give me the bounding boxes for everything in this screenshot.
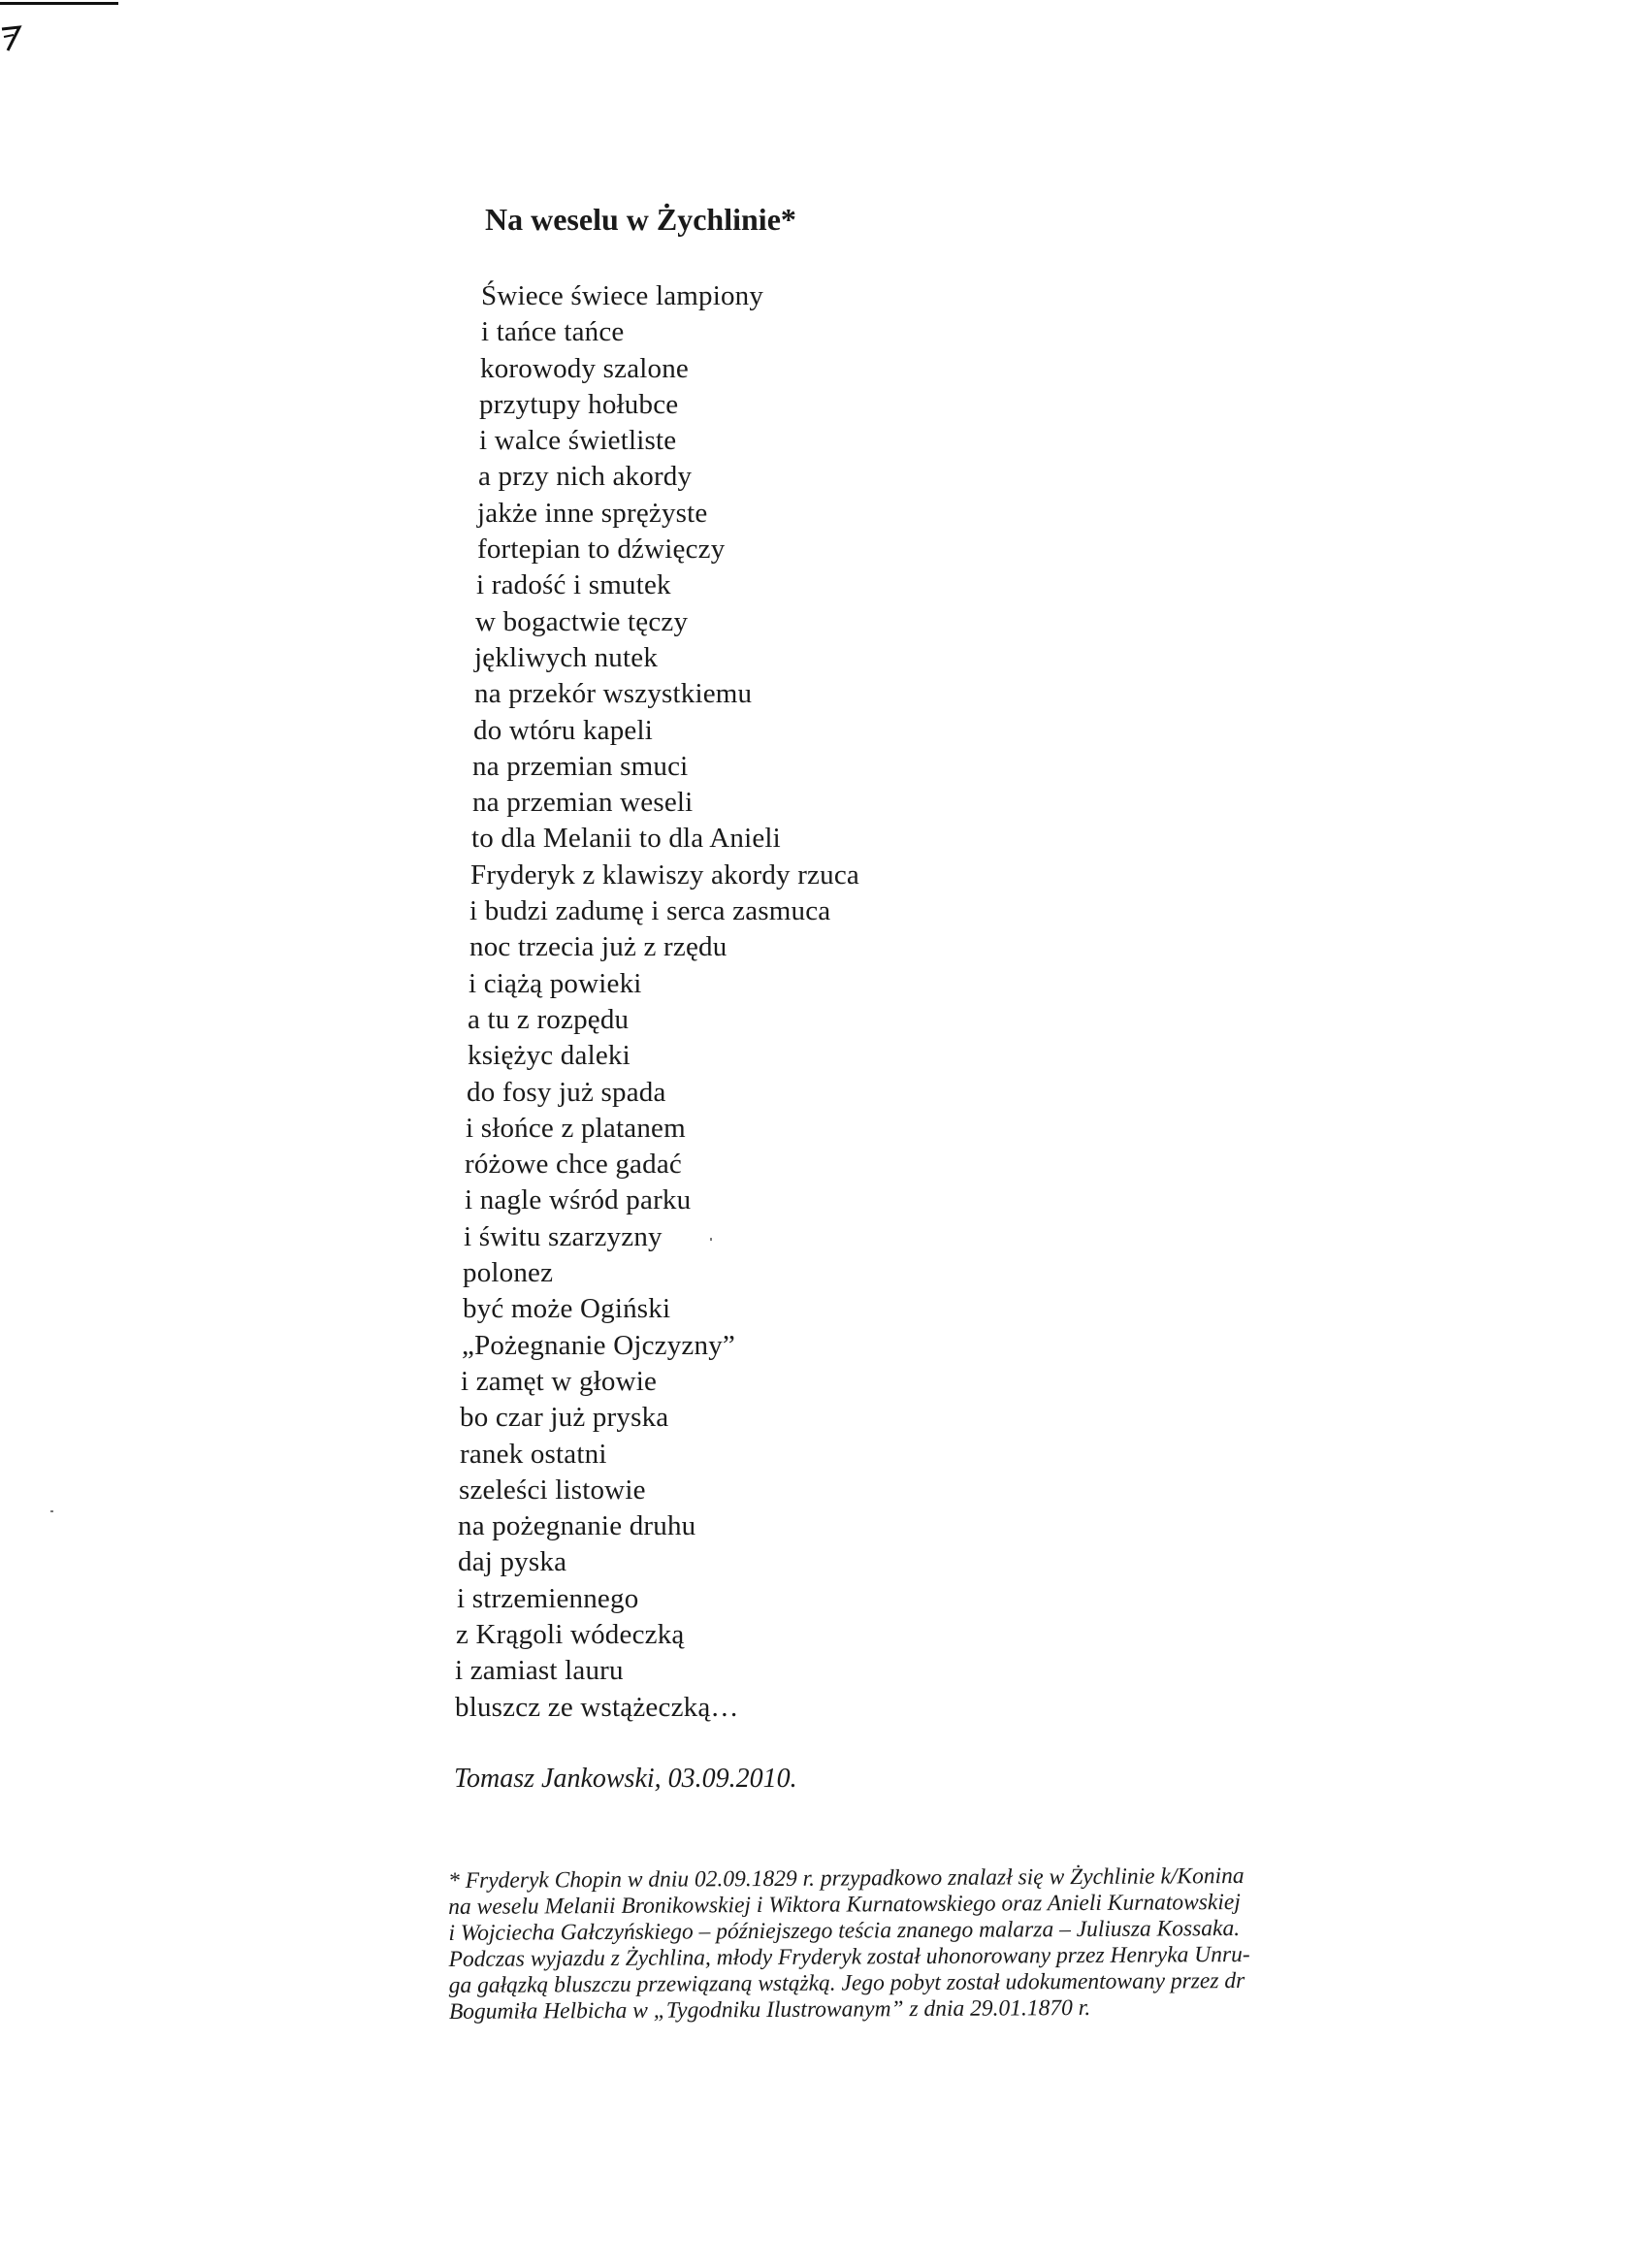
scan-edge-mark bbox=[0, 2, 118, 5]
poem-line: do fosy już spada bbox=[467, 1076, 666, 1108]
poem-line: być może Ogiński bbox=[463, 1293, 671, 1325]
author-signature: Tomasz Jankowski, 03.09.2010. bbox=[454, 1764, 797, 1794]
poem-line: i zamęt w głowie bbox=[461, 1365, 658, 1397]
footnote-line: Bogumiła Helbicha w „Tygodniku Ilustrowanym” z dnia 29.01.1870 r. bbox=[448, 1994, 1091, 2025]
poem-line: jękliwych nutek bbox=[474, 641, 659, 673]
poem-line: Świece świece lampiony bbox=[481, 280, 764, 311]
poem-line: a przy nich akordy bbox=[478, 461, 693, 493]
footnote-line: * Fryderyk Chopin w dniu 02.09.1829 r. przypadkowo znalazł się w Żychlinie k/Konina bbox=[448, 1863, 1245, 1894]
poem-line: na przekór wszystkiemu bbox=[474, 678, 753, 710]
poem-line: do wtóru kapeli bbox=[473, 714, 654, 746]
poem-title: Na weselu w Żychlinie* bbox=[485, 202, 796, 237]
poem-line: i walce świetliste bbox=[479, 425, 677, 457]
poem-line: i nagle wśród parku bbox=[465, 1184, 692, 1216]
poem-line: przytupy hołubce bbox=[479, 388, 679, 420]
poem-line: i budzi zadumę i serca zasmuca bbox=[469, 895, 831, 927]
poem-line: i zamiast lauru bbox=[455, 1655, 624, 1687]
poem-line: na przemian smuci bbox=[472, 750, 689, 782]
poem-line: daj pyska bbox=[458, 1546, 567, 1578]
poem-line: na pożegnanie druhu bbox=[458, 1510, 696, 1542]
poem-line: z Krągoli wódeczką bbox=[456, 1618, 685, 1650]
poem-line: i świtu szarzyzny bbox=[464, 1220, 663, 1252]
poem-line: i tańce tańce bbox=[481, 316, 625, 348]
poem-body bbox=[454, 278, 859, 1726]
poem-line: i ciążą powieki bbox=[469, 967, 642, 999]
poem-line: ranek ostatni bbox=[460, 1438, 607, 1470]
poem-line: fortepian to dźwięczy bbox=[477, 534, 726, 566]
poem-line: i strzemiennego bbox=[457, 1582, 639, 1614]
poem-line: to dla Melanii to dla Anieli bbox=[471, 823, 781, 855]
poem-line: korowody szalone bbox=[480, 352, 690, 384]
poem-line: polonez bbox=[463, 1257, 554, 1289]
poem-line: i radość i smutek bbox=[476, 569, 671, 601]
poem-line: „Pożegnanie Ojczyzny” bbox=[462, 1329, 735, 1361]
poem-line: różowe chce gadać bbox=[465, 1149, 682, 1181]
footnote-line: i Wojciecha Gałczyńskiego – późniejszego teścia znanego malarza – Juliusza Kossaka. bbox=[448, 1916, 1241, 1946]
scan-margin-mark bbox=[0, 17, 29, 56]
poem-line: jakże inne sprężyste bbox=[477, 497, 708, 529]
footnote-line: na weselu Melanii Bronikowskiej i Wiktora Kurnatowskiego oraz Anieli Kurnatowskiej bbox=[448, 1890, 1241, 1920]
poem-line: i słońce z platanem bbox=[466, 1112, 686, 1144]
poem-line: na przemian weseli bbox=[472, 787, 694, 819]
scan-speck bbox=[50, 1510, 53, 1512]
poem-line: bo czar już pryska bbox=[460, 1402, 669, 1434]
poem-line: szeleści listowie bbox=[459, 1474, 646, 1506]
poem-line: w bogactwie tęczy bbox=[475, 605, 689, 637]
poem-line: a tu z rozpędu bbox=[468, 1003, 630, 1035]
footnote-line: ga gałązką bluszczu przewiązaną wstążką. Jego pobyt został udokumentowany przez dr bbox=[448, 1967, 1245, 1998]
poem-line: bluszcz ze wstążeczką… bbox=[455, 1691, 739, 1723]
footnote-line: Podczas wyjazdu z Żychlina, młody Fryderyk został uhonorowany przez Henryka Unru- bbox=[448, 1941, 1250, 1972]
poem-line: Fryderyk z klawiszy akordy rzuca bbox=[470, 859, 859, 891]
footnote bbox=[448, 1863, 1429, 2025]
poem-line: księżyc daleki bbox=[468, 1040, 630, 1072]
poem-line: noc trzecia już z rzędu bbox=[469, 931, 728, 963]
